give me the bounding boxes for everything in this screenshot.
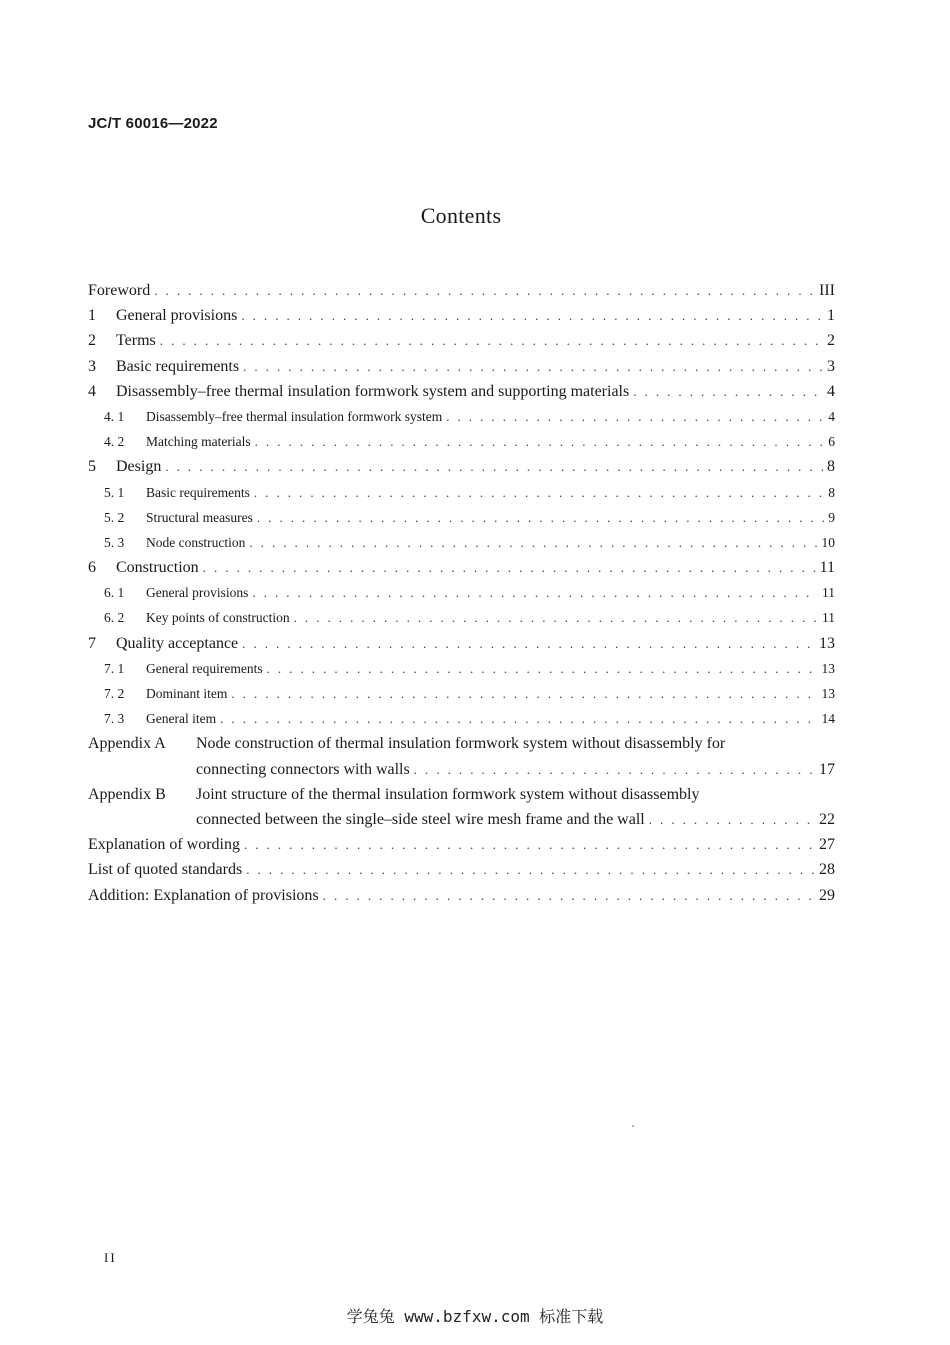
toc-page-number: 11 xyxy=(822,585,835,601)
appendix-label: Appendix A xyxy=(88,735,166,753)
toc-entry-number: 3 xyxy=(88,357,96,375)
toc-entry-number: 7. 3 xyxy=(104,711,125,727)
toc-page-number: 8 xyxy=(828,484,835,500)
toc-leader xyxy=(633,379,823,404)
toc-leader xyxy=(241,303,823,328)
toc-leader xyxy=(649,807,815,832)
toc-leader xyxy=(242,631,815,656)
toc-page-number: 11 xyxy=(819,559,835,577)
toc-entry-title: Addition: Explanation of provisions xyxy=(88,886,319,904)
toc-entry-number: 5 xyxy=(88,458,96,476)
toc-entry[interactable] xyxy=(88,681,835,706)
toc-entry-number: 5. 3 xyxy=(104,534,125,550)
toc-entry-title: Key points of construction xyxy=(146,610,290,626)
toc-entry-number: 7 xyxy=(88,634,96,652)
toc-entry[interactable] xyxy=(88,530,835,555)
appendix-title-line1: Joint structure of the thermal insulation formwork system without disassembly xyxy=(196,785,700,803)
toc-leader xyxy=(160,328,823,353)
toc-page-number: 4 xyxy=(827,382,835,400)
toc-leader xyxy=(257,505,824,530)
toc-entry[interactable] xyxy=(88,555,835,580)
toc-entry-number: 6. 2 xyxy=(104,610,125,626)
toc-page-number: 6 xyxy=(828,434,835,450)
toc-entry[interactable] xyxy=(88,328,835,353)
toc-leader xyxy=(231,681,817,706)
toc-page-number: 22 xyxy=(819,810,835,828)
toc-entry[interactable] xyxy=(88,354,835,379)
table-of-contents xyxy=(88,278,835,908)
toc-entry-number: 2 xyxy=(88,332,96,350)
toc-leader xyxy=(254,480,824,505)
toc-page-number: 2 xyxy=(827,332,835,350)
toc-page-number: 10 xyxy=(821,534,835,550)
toc-leader xyxy=(323,883,815,908)
toc-entry[interactable] xyxy=(88,605,835,630)
toc-entry-number: 4 xyxy=(88,382,96,400)
toc-entry-title: Foreword xyxy=(88,282,151,299)
toc-entry-title: Structural measures xyxy=(146,509,253,525)
toc-entry-title: Construction xyxy=(116,559,199,577)
appendix-label: Appendix B xyxy=(88,785,166,803)
toc-tail-list xyxy=(88,832,835,908)
toc-entry-title: Disassembly–free thermal insulation formwork system xyxy=(146,408,443,424)
toc-entry-number: 7. 1 xyxy=(104,660,125,676)
toc-entry[interactable] xyxy=(88,278,835,303)
toc-leader xyxy=(165,454,823,479)
toc-leader xyxy=(243,354,823,379)
toc-entry[interactable] xyxy=(88,379,835,404)
toc-appendix-b[interactable] xyxy=(88,782,835,832)
toc-leader xyxy=(246,857,815,882)
toc-page-number: III xyxy=(819,282,835,299)
toc-entry-title: List of quoted standards xyxy=(88,861,243,879)
toc-entry-title: Quality acceptance xyxy=(116,634,239,652)
toc-leader xyxy=(255,429,825,454)
toc-entry[interactable] xyxy=(88,404,835,429)
toc-entry-number: 1 xyxy=(88,307,96,325)
toc-entry[interactable] xyxy=(88,505,835,530)
appendix-title-line1: Node construction of thermal insulation formwork system without disassembly for xyxy=(196,735,726,753)
toc-entry-title: Node construction xyxy=(146,534,246,550)
toc-leader xyxy=(414,757,815,782)
toc-entry-number: 4. 2 xyxy=(104,434,125,450)
toc-entry-title: Disassembly–free thermal insulation formwork system and supporting materials xyxy=(116,382,630,400)
toc-main-list xyxy=(88,278,835,731)
toc-entry-explanation[interactable] xyxy=(88,883,835,908)
toc-entry[interactable] xyxy=(88,706,835,731)
toc-entry-quoted-standards[interactable] xyxy=(88,857,835,882)
toc-entry-title: Basic requirements xyxy=(146,484,250,500)
toc-page-number: 13 xyxy=(821,686,835,701)
scan-speck xyxy=(632,1125,634,1127)
appendix-title-line2: connected between the single–side steel wire mesh frame and the wall xyxy=(196,810,645,828)
toc-page-number: 13 xyxy=(819,634,835,652)
toc-leader xyxy=(249,530,817,555)
toc-page-number: 8 xyxy=(827,458,835,476)
page-number: II xyxy=(104,1250,117,1265)
toc-entry-title: Design xyxy=(116,458,162,476)
toc-page-number: 1 xyxy=(827,307,835,325)
toc-entry-number: 7. 2 xyxy=(104,686,125,701)
toc-entry-number: 5. 2 xyxy=(104,509,125,525)
toc-entry-title: Terms xyxy=(116,332,156,350)
standard-code: JC/T 60016—2022 xyxy=(88,115,218,132)
toc-entry-title: General requirements xyxy=(146,660,263,676)
toc-appendix-a[interactable] xyxy=(88,731,835,781)
toc-leader xyxy=(294,605,818,630)
toc-leader xyxy=(252,580,818,605)
toc-leader xyxy=(244,832,815,857)
toc-leader xyxy=(203,555,816,580)
toc-page-number: 4 xyxy=(828,408,835,424)
toc-entry-title: Basic requirements xyxy=(116,357,240,375)
toc-entry-title: General item xyxy=(146,711,217,727)
toc-page-number: 3 xyxy=(827,357,835,375)
toc-entry[interactable] xyxy=(88,631,835,656)
toc-page-number: 13 xyxy=(821,660,835,676)
page-title: Contents xyxy=(420,203,502,228)
toc-appendix-list xyxy=(88,731,835,832)
toc-leader xyxy=(267,656,818,681)
toc-entry[interactable] xyxy=(88,303,835,328)
toc-entry-title: Matching materials xyxy=(146,434,251,450)
toc-entry-number: 6. 1 xyxy=(104,585,125,601)
toc-page-number: 14 xyxy=(821,711,835,727)
appendix-title-line2: connecting connectors with walls xyxy=(196,760,410,778)
toc-entry-title: Explanation of wording xyxy=(88,836,240,854)
footer-watermark: 学兔兔 www.bzfxw.com 标准下载 xyxy=(346,1307,604,1326)
toc-page-number: 29 xyxy=(819,886,835,904)
toc-leader xyxy=(154,278,815,303)
toc-page-number: 9 xyxy=(828,509,835,525)
toc-page-number: 27 xyxy=(819,836,835,854)
toc-entry-number: 6 xyxy=(88,559,96,577)
toc-page-number: 28 xyxy=(819,861,835,879)
toc-page-number: 11 xyxy=(822,610,835,626)
toc-page-number: 17 xyxy=(819,760,835,778)
toc-entry-number: 4. 1 xyxy=(104,408,125,424)
toc-entry-number: 5. 1 xyxy=(104,484,125,500)
toc-entry-title: General provisions xyxy=(116,307,238,325)
toc-entry[interactable] xyxy=(88,580,835,605)
toc-entry[interactable] xyxy=(88,480,835,505)
toc-entry-title: General provisions xyxy=(146,585,249,601)
toc-entry-wording[interactable] xyxy=(88,832,835,857)
toc-entry[interactable] xyxy=(88,429,835,454)
toc-entry[interactable] xyxy=(88,656,835,681)
toc-leader xyxy=(446,404,824,429)
toc-leader xyxy=(220,706,817,731)
toc-entry[interactable] xyxy=(88,454,835,479)
toc-entry-title: Dominant item xyxy=(146,686,228,701)
